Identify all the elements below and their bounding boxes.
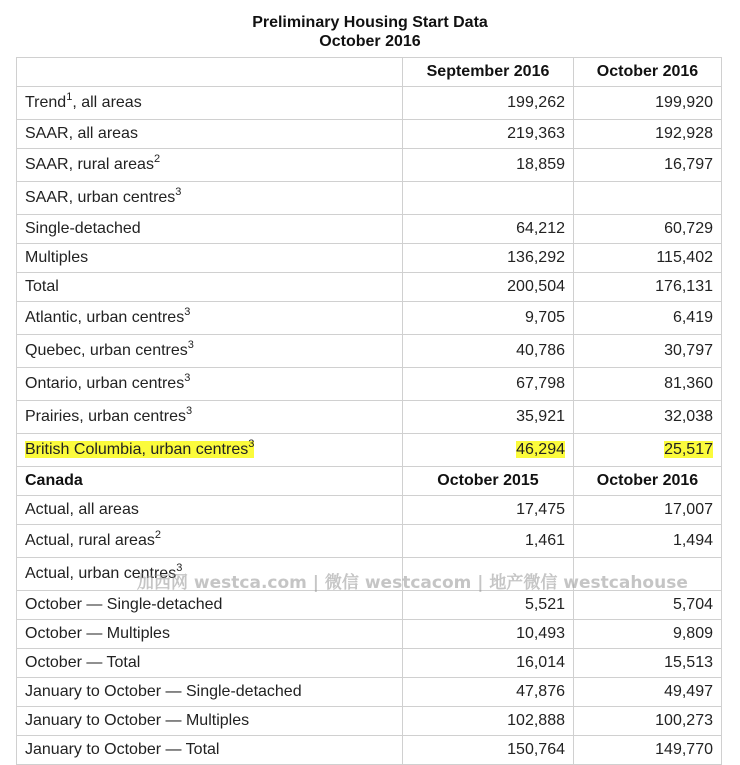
row-value-sep: 40,786 — [403, 335, 574, 368]
header-october-2016-actual: October 2016 — [574, 467, 722, 496]
row-value-oct — [574, 182, 722, 215]
table-row — [17, 149, 722, 182]
row-value-oct: 32,038 — [574, 401, 722, 434]
row-value-sep: 136,292 — [403, 244, 574, 273]
table-row — [17, 120, 722, 149]
row-label: Prairies, urban centres$^3$ — [17, 401, 403, 434]
row-value-2015: 10,493 — [403, 620, 574, 649]
watermark-text: 加西网 westca.com | 微信 westcacom | 地产微信 westcahouse — [137, 573, 688, 593]
table-row — [17, 707, 722, 736]
row-label: Actual, urban centres$^3$ — [17, 558, 403, 591]
table-row — [17, 215, 722, 244]
row-value-2015: 1,461 — [403, 525, 574, 558]
row-label: Ontario, urban centres$^3$ — [17, 368, 403, 401]
table-row — [17, 244, 722, 273]
table-row — [17, 525, 722, 558]
row-value-sep: 18,859 — [403, 149, 574, 182]
header-october-2016: October 2016 — [574, 58, 722, 87]
title-line-2: October 2016 — [319, 33, 421, 50]
row-label: October — Multiples — [17, 620, 403, 649]
table-row — [17, 736, 722, 765]
highlight-mark: British Columbia, urban centres$^3$ — [25, 438, 255, 458]
row-value-oct: 30,797 — [574, 335, 722, 368]
row-value-2016 — [574, 558, 722, 591]
row-value-2016: 9,809 — [574, 620, 722, 649]
row-label: Actual, all areas — [17, 496, 403, 525]
table-row — [17, 591, 722, 620]
row-label: October — Total — [17, 649, 403, 678]
row-label: January to October — Multiples — [17, 707, 403, 736]
row-label: SAAR, urban centres$^3$ — [17, 182, 403, 215]
table-row — [17, 558, 722, 591]
row-label: January to October — Total — [17, 736, 403, 765]
row-value-2015: 16,014 — [403, 649, 574, 678]
row-value-oct: 115,402 — [574, 244, 722, 273]
row-value-oct: 6,419 — [574, 302, 722, 335]
row-label: October — Single-detached — [17, 591, 403, 620]
row-label — [17, 434, 403, 467]
row-value-2015: 47,876 — [403, 678, 574, 707]
row-value-sep: 35,921 — [403, 401, 574, 434]
table-title — [0, 13, 740, 51]
table-row — [17, 87, 722, 120]
table-row — [17, 302, 722, 335]
row-value-oct: 199,920 — [574, 87, 722, 120]
row-label: Quebec, urban centres$^3$ — [17, 335, 403, 368]
row-value-2016: 17,007 — [574, 496, 722, 525]
row-value-oct: 192,928 — [574, 120, 722, 149]
header-row-seasonal — [17, 58, 722, 87]
row-value-sep: 9,705 — [403, 302, 574, 335]
row-label: SAAR, all areas — [17, 120, 403, 149]
housing-start-table — [16, 57, 722, 765]
row-value-2015: 150,764 — [403, 736, 574, 765]
row-value-2016: 49,497 — [574, 678, 722, 707]
row-label: Total — [17, 273, 403, 302]
row-value-sep — [403, 434, 574, 467]
row-value-sep — [403, 182, 574, 215]
row-value-sep: 199,262 — [403, 87, 574, 120]
row-label: Atlantic, urban centres$^3$ — [17, 302, 403, 335]
row-value-2015: 17,475 — [403, 496, 574, 525]
row-label: Actual, rural areas$^2$ — [17, 525, 403, 558]
row-value-2016: 149,770 — [574, 736, 722, 765]
row-value-oct — [574, 434, 722, 467]
row-value-sep: 64,212 — [403, 215, 574, 244]
row-value-oct: 176,131 — [574, 273, 722, 302]
highlight-mark: 46,294 — [516, 441, 565, 458]
table-row-highlighted — [17, 434, 722, 467]
row-label: Trend$^1$, all areas — [17, 87, 403, 120]
row-value-2016: 15,513 — [574, 649, 722, 678]
row-value-2015: 5,521 — [403, 591, 574, 620]
row-value-sep: 67,798 — [403, 368, 574, 401]
header-september-2016: September 2016 — [403, 58, 574, 87]
row-label: SAAR, rural areas$^2$ — [17, 149, 403, 182]
highlight-mark: 25,517 — [664, 441, 713, 458]
table-row — [17, 182, 722, 215]
table-row — [17, 401, 722, 434]
row-value-oct: 60,729 — [574, 215, 722, 244]
row-value-2016: 1,494 — [574, 525, 722, 558]
table-row — [17, 620, 722, 649]
row-value-2015: 102,888 — [403, 707, 574, 736]
header-canada: Canada — [17, 467, 403, 496]
row-value-oct: 81,360 — [574, 368, 722, 401]
row-value-2015 — [403, 558, 574, 591]
table-row — [17, 678, 722, 707]
row-label: Multiples — [17, 244, 403, 273]
header-blank — [17, 58, 403, 87]
table-row — [17, 649, 722, 678]
row-value-oct: 16,797 — [574, 149, 722, 182]
table-row — [17, 496, 722, 525]
header-october-2015: October 2015 — [403, 467, 574, 496]
row-value-sep: 219,363 — [403, 120, 574, 149]
table-row — [17, 273, 722, 302]
table-row — [17, 368, 722, 401]
row-label: Single-detached — [17, 215, 403, 244]
row-value-2016: 100,273 — [574, 707, 722, 736]
row-value-2016: 5,704 — [574, 591, 722, 620]
row-label: January to October — Single-detached — [17, 678, 403, 707]
table-row — [17, 335, 722, 368]
title-line-1: Preliminary Housing Start Data — [252, 14, 488, 31]
header-row-canada — [17, 467, 722, 496]
row-value-sep: 200,504 — [403, 273, 574, 302]
